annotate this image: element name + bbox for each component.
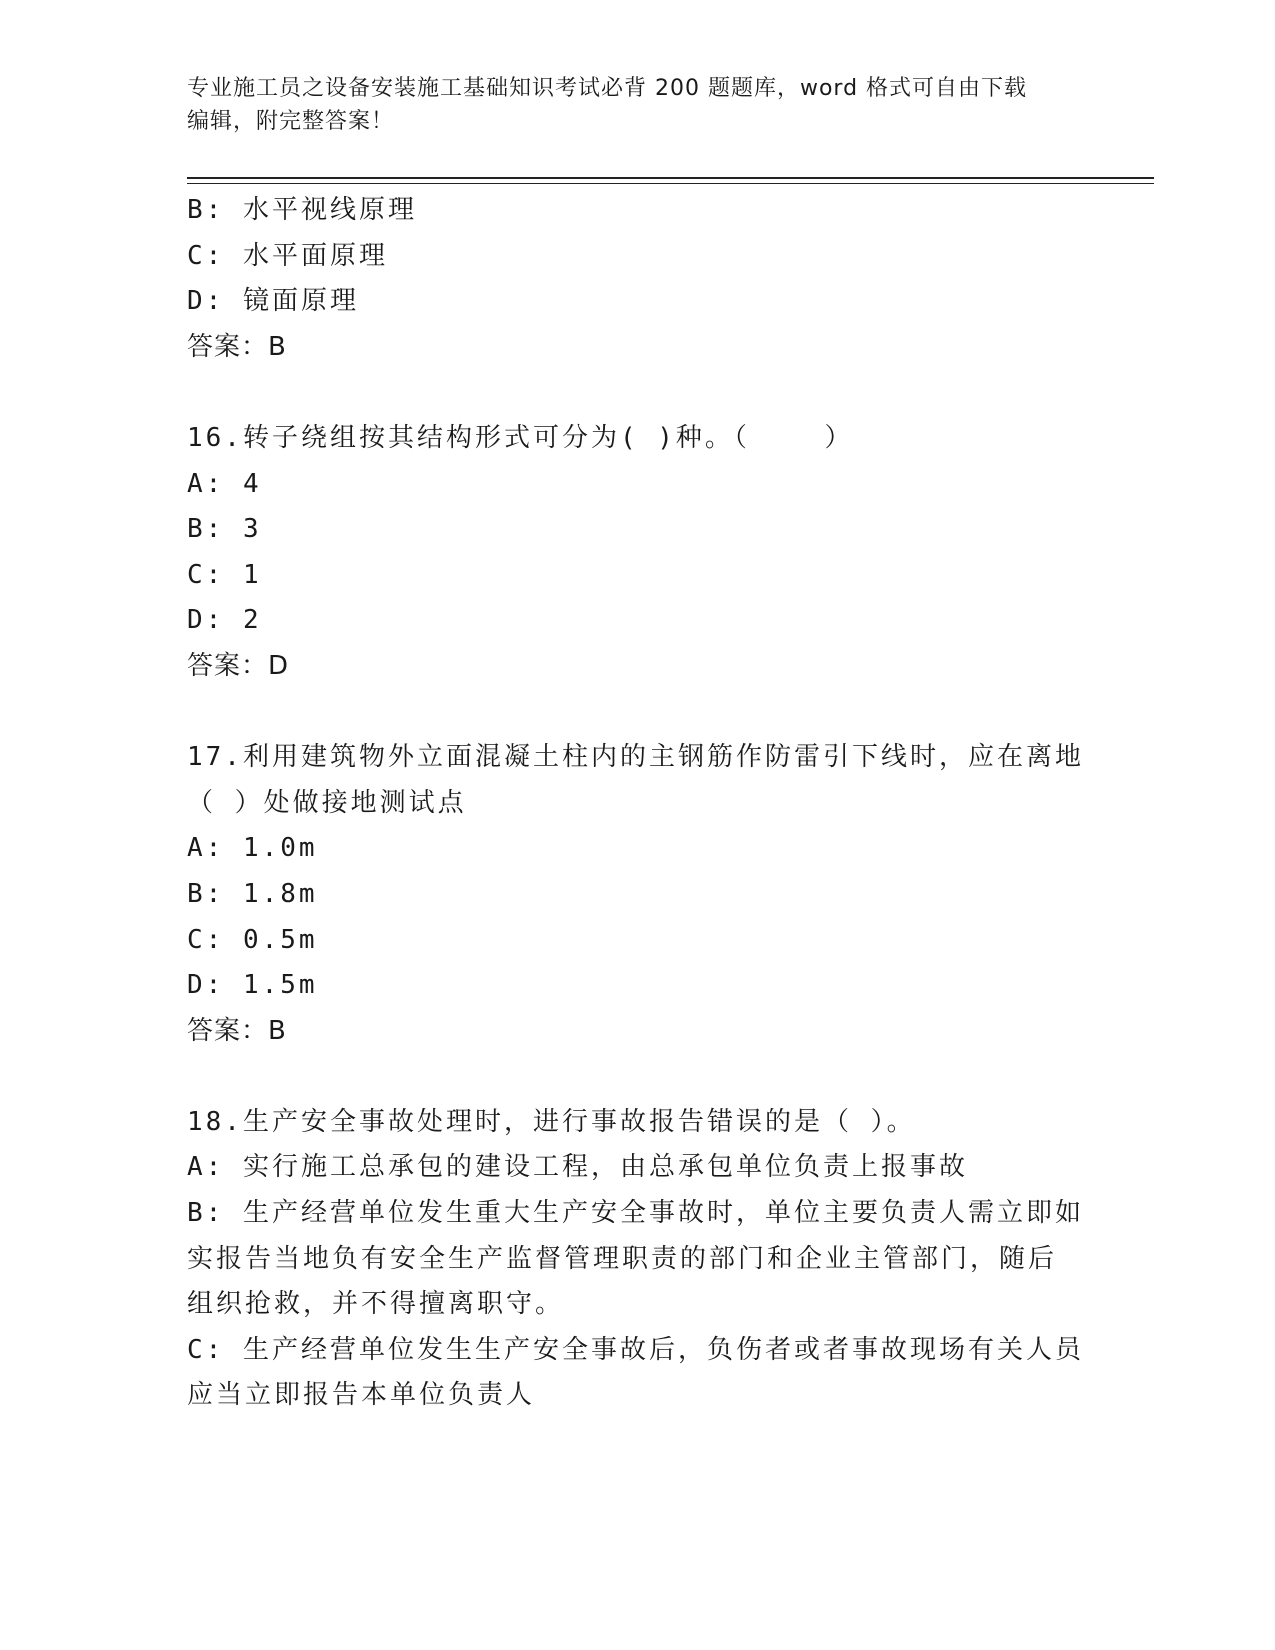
spacer bbox=[187, 1054, 1087, 1100]
q17-option-a: A: 1.0m bbox=[187, 833, 318, 864]
q18-option-a: A: 实行施工总承包的建设工程，由总承包单位负责上报事故 bbox=[187, 1152, 968, 1183]
q18-option-c-line-1: C: 生产经营单位发生生产安全事故后，负伤者或者事故现场有关人员 bbox=[187, 1334, 1084, 1365]
q18-option-b-line-3: 组织抢救，并不得擅离职守。 bbox=[187, 1289, 565, 1320]
q17-question-line-1: 17.利用建筑物外立面混凝土柱内的主钢筋作防雷引下线时，应在离地 bbox=[187, 742, 1084, 773]
q15-option-b: B: 水平视线原理 bbox=[187, 195, 417, 225]
q16-option-c: C: 1 bbox=[187, 559, 262, 590]
header-line-1: 专业施工员之设备安装施工基础知识考试必背 200 题题库，word 格式可自由下载 bbox=[187, 76, 1028, 101]
q18-question: 18.生产安全事故处理时，进行事故报告错误的是（ ）。 bbox=[187, 1106, 916, 1137]
header-divider bbox=[187, 177, 1154, 184]
q18-option-b-line-2: 实报告当地负有安全生产监督管理职责的部门和企业主管部门，随后 bbox=[187, 1243, 1058, 1274]
spacer bbox=[187, 370, 1087, 416]
q15-option-d: D: 镜面原理 bbox=[187, 286, 359, 317]
q15-answer: 答案：B bbox=[187, 331, 287, 362]
q16-option-b: B: 3 bbox=[187, 514, 262, 545]
spacer bbox=[187, 690, 1087, 736]
q17-option-b: B: 1.8m bbox=[187, 878, 318, 909]
q18-option-c-line-2: 应当立即报告本单位负责人 bbox=[187, 1380, 536, 1411]
q17-option-d: D: 1.5m bbox=[187, 970, 318, 1001]
q16-option-d: D: 2 bbox=[187, 605, 262, 636]
q16-option-a: A: 4 bbox=[187, 468, 262, 499]
q16-answer: 答案：D bbox=[187, 650, 290, 681]
q17-question-line-2: （ ）处做接地测试点 bbox=[187, 787, 467, 818]
q17-answer: 答案：B bbox=[187, 1015, 287, 1046]
q18-option-b-line-1: B: 生产经营单位发生重大生产安全事故时，单位主要负责人需立即如 bbox=[187, 1198, 1084, 1229]
question-content bbox=[187, 188, 1087, 1419]
q15-option-c: C: 水平面原理 bbox=[187, 240, 388, 271]
q16-question: 16.转子绕组按其结构形式可分为( )种。（ ） bbox=[187, 422, 854, 453]
document-header bbox=[187, 72, 1067, 138]
header-line-2: 编辑，附完整答案！ bbox=[187, 109, 395, 134]
q17-option-c: C: 0.5m bbox=[187, 924, 318, 955]
